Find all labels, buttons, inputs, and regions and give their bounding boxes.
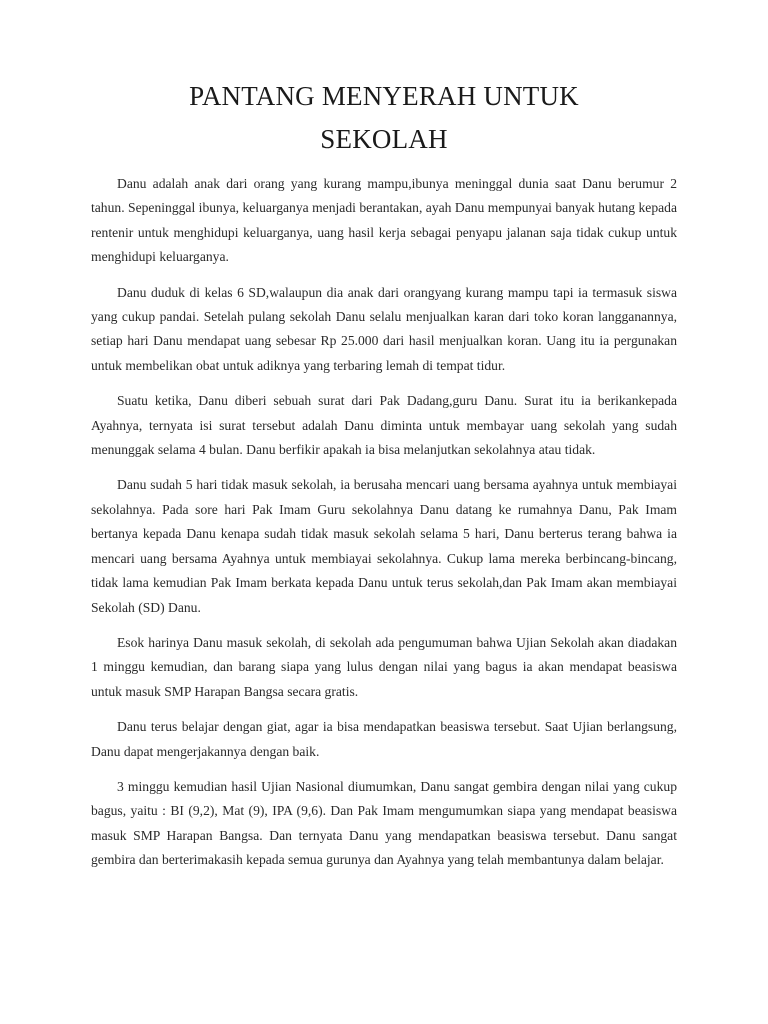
paragraph-7: 3 minggu kemudian hasil Ujian Nasional diumumkan, Danu sangat gembira dengan nilai yang cukup bagus, yaitu : BI (9,2), Mat (9), IPA (9,6). Dan Pak Imam mengumumkan siapa yang mendapat beasiswa masuk SMP Harapan Bangsa. Dan ternyata Danu yang mendapatkan beasiswa tersebut. Danu sangat gembira dan berterimakasih kepada semua gurunya dan Ayahnya yang telah membantunya dalam belajar. bbox=[91, 778, 677, 868]
paragraph-1: Danu adalah anak dari orang yang kurang mampu,ibunya meninggal dunia saat Danu berumur 2 tahun. Sepeninggal ibunya, keluarganya menjadi berantakan, ayah Danu mempunyai banyak hutang kepada rentenir untuk menghidupi keluarganya, uang hasil kerja sebagai penyapu jalanan saja tidak cukup untuk menghidupi keluarganya. bbox=[91, 176, 677, 265]
document-body bbox=[91, 172, 677, 884]
paragraph-5: Esok harinya Danu masuk sekolah, di sekolah ada pengumuman bahwa Ujian Sekolah akan diadakan 1 minggu kemudian, dan barang siapa yang lulus dengan nilai yang bagus ia akan mendapat beasiswa untuk masuk SMP Harapan Bangsa secara gratis. bbox=[91, 634, 677, 699]
document-title-line-2: SEKOLAH bbox=[320, 124, 448, 154]
paragraph-2: Danu duduk di kelas 6 SD,walaupun dia anak dari orangyang kurang mampu tapi ia termasuk siswa yang cukup pandai. Setelah pulang sekolah Danu selalu menjualkan karan dari toko koran langganannya, setiap hari Danu mendapat uang sebesar Rp 25.000 dari hasil menjualkan koran. Uang itu ia pergunakan untuk membelikan obat untuk adiknya yang terbaring lemah di tempat tidur. bbox=[91, 284, 677, 373]
paragraph-6: Danu terus belajar dengan giat, agar ia bisa mendapatkan beasiswa tersebut. Saat Ujian berlangsung, Danu dapat mengerjakannya dengan baik. bbox=[91, 719, 677, 759]
paragraph-3: Suatu ketika, Danu diberi sebuah surat dari Pak Dadang,guru Danu. Surat itu ia berikankepada Ayahnya, ternyata isi surat tersebut adalah Danu diminta untuk membayar uang sekolah yang sudah menunggak selama 4 bulan. Danu berfikir apakah ia bisa melanjutkan sekolahnya atau tidak. bbox=[91, 393, 677, 458]
paragraph-4: Danu sudah 5 hari tidak masuk sekolah, ia berusaha mencari uang bersama ayahnya untuk membiayai sekolahnya. Pada sore hari Pak Imam Guru sekolahnya Danu datang ke rumahnya Danu, Pak Imam bertanya kepada Danu kenapa sudah tidak masuk sekolah selama 5 hari, Danu berterus terang bahwa ia mencari uang bersama Ayahnya untuk membiayai sekolahnya. Cukup lama mereka berbincang-bincang, tidak lama kemudian Pak Imam berkata kepada Danu untuk terus sekolah,dan Pak Imam akan membiayai Sekolah (SD) Danu. bbox=[91, 477, 677, 615]
document-title-line-1: PANTANG MENYERAH UNTUK bbox=[189, 81, 579, 111]
